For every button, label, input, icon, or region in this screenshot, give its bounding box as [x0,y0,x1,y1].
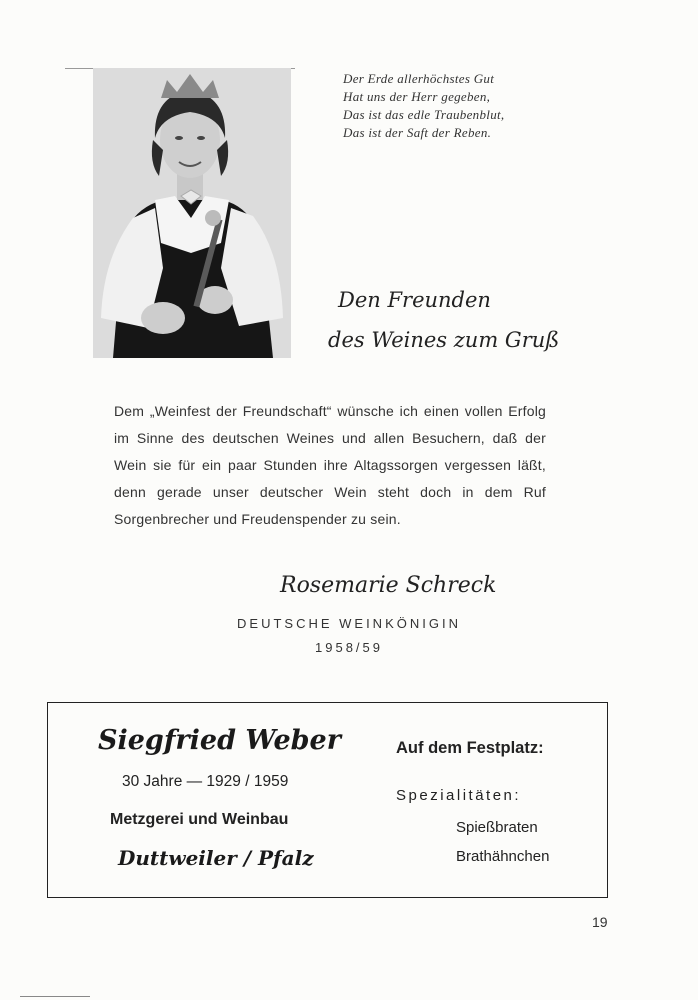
ad-specialties-label: Spezialitäten: [396,787,522,804]
signer-title: DEUTSCHE WEINKÖNIGIN [237,616,461,631]
signature: Rosemarie Schreck [280,573,497,598]
poem [343,70,504,142]
bottom-rule [20,996,90,997]
signer-year: 1958/59 [315,640,383,655]
ad-specialty-item: Brathähnchen [456,848,550,865]
ad-festplatz-heading: Auf dem Festplatz: [396,739,544,757]
advertisement-box [47,702,608,898]
poem-line: Der Erde allerhöchstes Gut [343,71,495,86]
ad-company-name: Siegfried Weber [98,725,341,756]
page-number: 19 [592,914,608,930]
poem-line: Das ist das edle Traubenblut, [343,107,505,122]
ad-years: 30 Jahre — 1929 / 1959 [122,773,289,790]
ad-specialty-item: Spießbraten [456,819,538,836]
greeting-line-2: des Weines zum Gruß [328,328,560,352]
poem-line: Das ist der Saft der Reben. [343,125,492,140]
greeting-line-1: Den Freunden [338,288,491,312]
ad-place: Duttweiler / Pfalz [118,846,314,870]
poem-line: Hat uns der Herr gegeben, [343,89,491,104]
portrait-illustration [93,68,291,358]
portrait-photo [93,68,291,358]
ad-trade: Metzgerei und Weinbau [110,811,289,828]
body-paragraph: Dem „Weinfest der Freundschaft“ wünsche ich einen vollen Erfolg im Sinne des deutschen Weines und allen Besuchern, daß der Wein sie für ein paar Stunden ihre Altagssorgen vergessen läßt, denn gerade unser deutscher Wein steht doch in dem Ruf Sorgenbrecher und Freudenspender zu sein. [114,403,546,527]
